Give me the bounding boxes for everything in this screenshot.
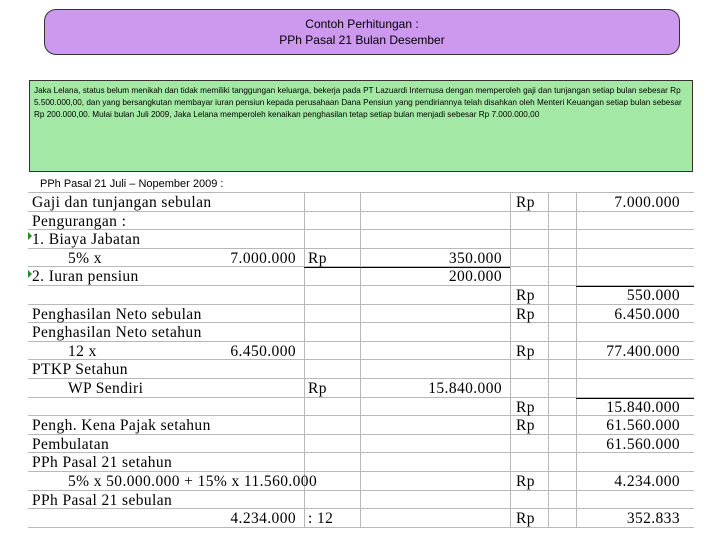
- table-row: [28, 211, 694, 231]
- table-row: [28, 397, 694, 417]
- table-row: [28, 322, 694, 342]
- table-cell-c1: 12 x: [68, 342, 97, 360]
- calculation-table: [28, 192, 694, 528]
- title-banner: [44, 9, 680, 55]
- table-cell-c1: WP Sendiri: [68, 380, 144, 397]
- title-line-1: Contoh Perhitungan :: [305, 17, 419, 31]
- table-cell-val: 61.560.000: [606, 435, 680, 453]
- bullet-marker: [28, 270, 32, 278]
- table-row: [28, 285, 694, 305]
- table-row: [28, 452, 694, 472]
- table-cell-c4: 200.000: [448, 268, 502, 286]
- table-cell-c3: : 12: [308, 510, 334, 528]
- table-cell-c2: 4.234.000: [230, 510, 296, 528]
- table-cell-val: 4.234.000: [614, 473, 680, 490]
- bullet-marker: [28, 232, 32, 240]
- table-cell-val: 7.000.000: [614, 194, 680, 211]
- table-row: [28, 192, 694, 212]
- table-cell-label: Pengh. Kena Pajak setahun: [32, 417, 211, 435]
- table-cell-c1: 5% x 50.000.000 + 15% x 11.560.000: [68, 473, 318, 490]
- table-cell-val: 6.450.000: [614, 305, 680, 323]
- table-row: [28, 341, 694, 361]
- table-cell-label: PPh Pasal 21 setahun: [32, 454, 173, 472]
- table-row: [28, 266, 694, 286]
- table-cell-c1: 5% x: [68, 249, 102, 267]
- table-cell-cur: Rp: [516, 510, 535, 528]
- table-cell-label: Gaji dan tunjangan sebulan: [32, 194, 212, 211]
- table-cell-label: 2. Iuran pensiun: [32, 268, 139, 286]
- case-description: Jaka Lelana, status belum menikah dan tidak memiliki tanggungan keluarga, bekerja pada PT Lazuardi Internusa dengan memperoleh gaji dan tunjangan setiap bulan sebesar Rp 5.500.000,00, dan yang bersangkutan membayar iuran pensiun kepada perusahaan Dana Pensiun yang pendiriannya telah disahkan oleh Menteri Keuangan setiap bulan sebesar Rp 200.000,00. Mulai bulan Juli 2009, Jaka Lelana memperoleh kenaikan penghasilan tetap setiap bulan menjadi sebesar Rp 7.000.000,00: [29, 80, 693, 172]
- table-cell-cur: Rp: [516, 473, 535, 490]
- table-row: [28, 304, 694, 324]
- table-cell-c4: 15.840.000: [428, 380, 502, 397]
- table-cell-label: Penghasilan Neto setahun: [32, 324, 202, 342]
- table-row: [28, 359, 694, 379]
- table-cell-val: 15.840.000: [606, 398, 680, 416]
- table-cell-cur: Rp: [516, 342, 535, 360]
- sum-underline: [576, 286, 694, 287]
- section-label: PPh Pasal 21 Juli – Nopember 2009 :: [40, 178, 224, 190]
- table-cell-c2: 7.000.000: [230, 249, 296, 267]
- table-cell-cur: Rp: [516, 287, 535, 304]
- table-row: [28, 508, 694, 528]
- table-cell-label: PPh Pasal 21 sebulan: [32, 491, 173, 509]
- table-cell-label: Penghasilan Neto sebulan: [32, 305, 202, 323]
- table-row: [28, 229, 694, 249]
- table-cell-label: 1. Biaya Jabatan: [32, 231, 141, 249]
- table-cell-val: 61.560.000: [606, 417, 680, 435]
- sum-underline: [304, 267, 510, 268]
- table-cell-cur: Rp: [516, 305, 535, 323]
- table-cell-label: Pengurangan :: [32, 212, 127, 230]
- table-cell-val: 550.000: [626, 287, 680, 304]
- table-row: [28, 471, 694, 491]
- table-cell-label: PTKP Setahun: [32, 361, 128, 379]
- table-cell-cur: Rp: [516, 417, 535, 435]
- table-cell-c3: Rp: [308, 380, 327, 397]
- table-cell-c3: Rp: [308, 249, 327, 267]
- title-line-2: PPh Pasal 21 Bulan Desember: [279, 33, 445, 47]
- table-cell-val: 77.400.000: [606, 342, 680, 360]
- table-row: [28, 378, 694, 398]
- table-cell-val: 352.833: [626, 510, 680, 528]
- table-row: [28, 490, 694, 510]
- table-row: [28, 415, 694, 435]
- table-cell-c2: 6.450.000: [230, 342, 296, 360]
- table-row: [28, 434, 694, 454]
- table-cell-cur: Rp: [516, 194, 535, 211]
- table-cell-label: Pembulatan: [32, 435, 110, 453]
- table-cell-c4: 350.000: [448, 249, 502, 267]
- sum-underline: [576, 398, 694, 399]
- table-row: [28, 248, 694, 268]
- table-cell-cur: Rp: [516, 398, 535, 416]
